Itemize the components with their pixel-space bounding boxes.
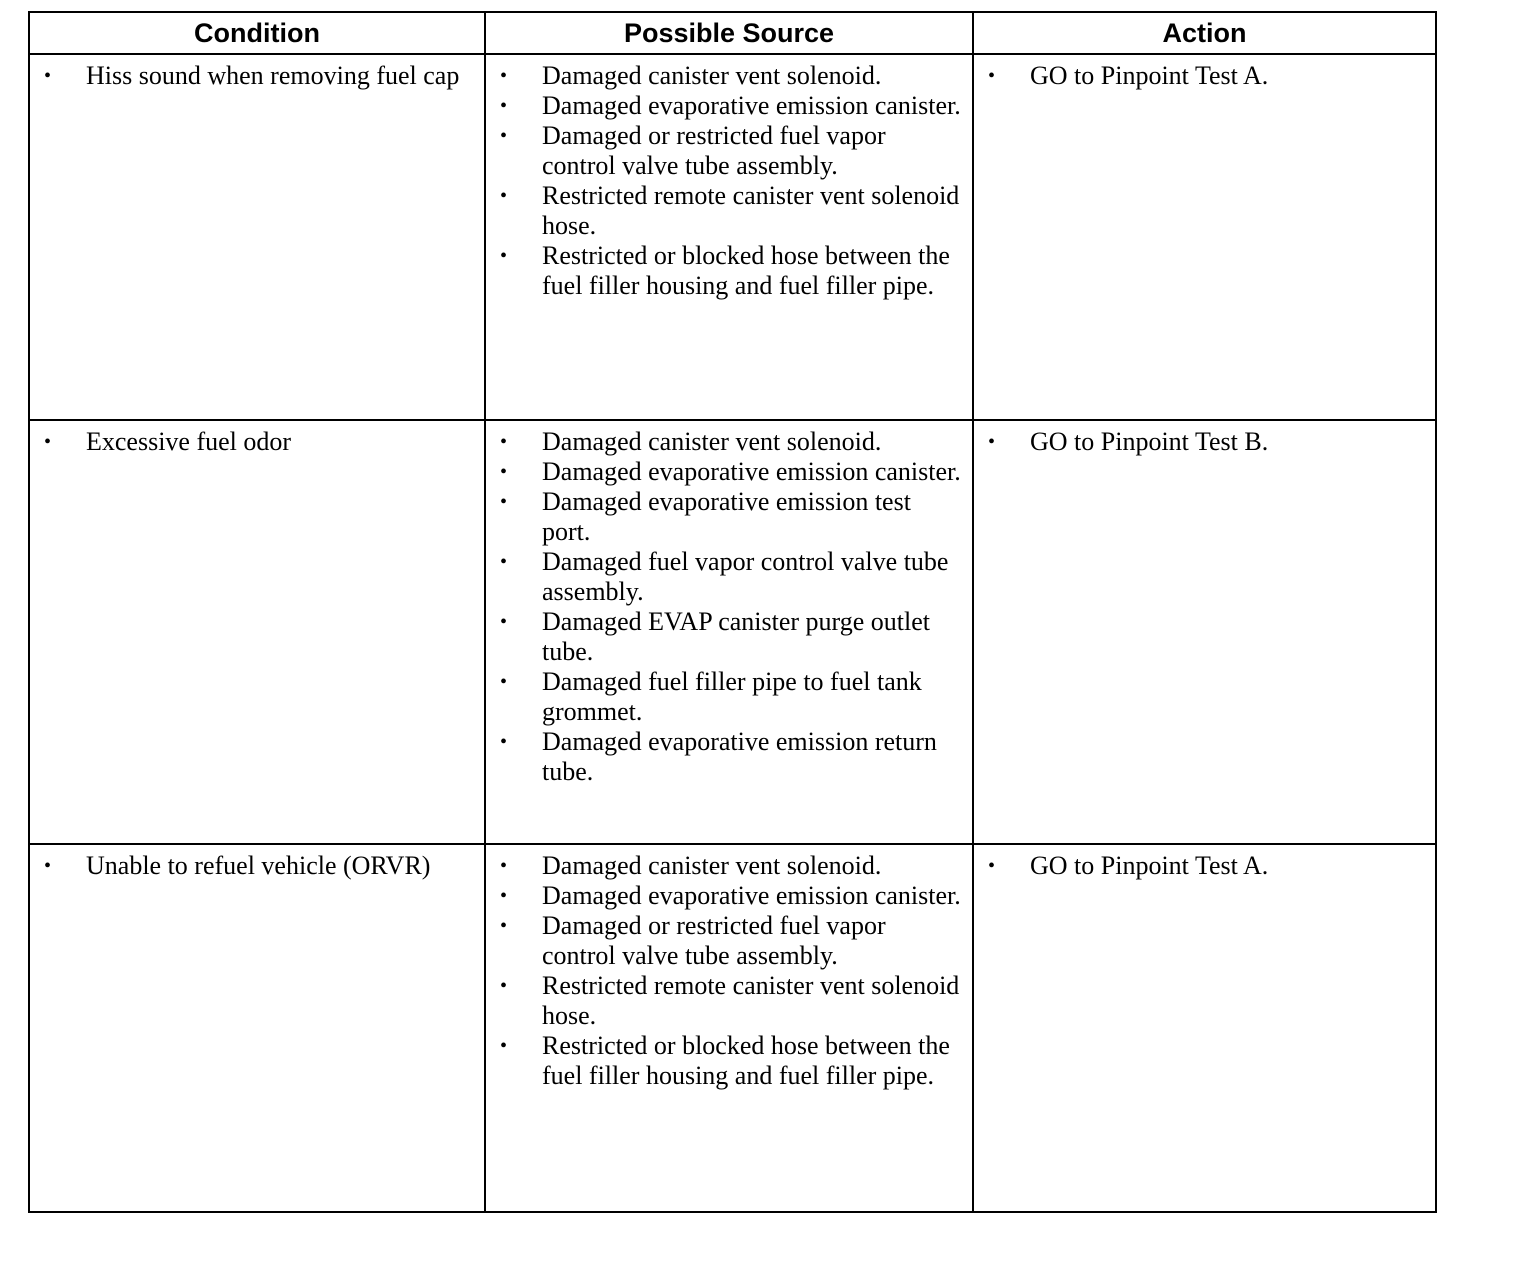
source-item: • Damaged fuel vapor control valve tube assembly. <box>486 547 962 607</box>
source-item: • Damaged canister vent solenoid. <box>486 427 962 457</box>
source-item: • Damaged evaporative emission canister. <box>486 881 962 911</box>
action-cell <box>973 844 1436 1212</box>
source-item: • Damaged canister vent solenoid. <box>486 851 962 881</box>
source-item: • Damaged EVAP canister purge outlet tube. <box>486 607 962 667</box>
condition-cell <box>29 844 485 1212</box>
diagnosis-table <box>28 11 1437 1213</box>
source-item: • Damaged or restricted fuel vapor control valve tube assembly. <box>486 911 962 971</box>
source-item: • Damaged canister vent solenoid. <box>486 61 962 91</box>
table-row <box>29 54 1436 420</box>
action-cell <box>973 54 1436 420</box>
source-item: • Damaged evaporative emission canister. <box>486 457 962 487</box>
source-item: • Damaged evaporative emission canister. <box>486 91 962 121</box>
source-item: • Restricted or blocked hose between the fuel filler housing and fuel filler pipe. <box>486 1031 962 1091</box>
source-item: • Restricted or blocked hose between the fuel filler housing and fuel filler pipe. <box>486 241 962 301</box>
header-condition: Condition <box>29 12 485 54</box>
action-cell <box>973 420 1436 844</box>
source-item: • Damaged evaporative emission return tube. <box>486 727 962 787</box>
condition-text: • Excessive fuel odor <box>30 427 474 457</box>
action-text: • GO to Pinpoint Test A. <box>974 61 1425 91</box>
condition-cell <box>29 420 485 844</box>
table-row <box>29 844 1436 1212</box>
source-item: • Damaged evaporative emission test port. <box>486 487 962 547</box>
source-cell <box>485 54 973 420</box>
condition-text: • Unable to refuel vehicle (ORVR) <box>30 851 474 881</box>
source-item: • Damaged fuel filler pipe to fuel tank grommet. <box>486 667 962 727</box>
table-row <box>29 420 1436 844</box>
source-item: • Restricted remote canister vent solenoid hose. <box>486 181 962 241</box>
source-item: • Restricted remote canister vent solenoid hose. <box>486 971 962 1031</box>
source-item: • Damaged or restricted fuel vapor control valve tube assembly. <box>486 121 962 181</box>
header-row <box>29 12 1436 54</box>
header-action: Action <box>973 12 1436 54</box>
action-text: • GO to Pinpoint Test B. <box>974 427 1425 457</box>
source-cell <box>485 844 973 1212</box>
header-possible-source: Possible Source <box>485 12 973 54</box>
condition-text: • Hiss sound when removing fuel cap <box>30 61 474 91</box>
action-text: • GO to Pinpoint Test A. <box>974 851 1425 881</box>
condition-cell <box>29 54 485 420</box>
source-cell <box>485 420 973 844</box>
